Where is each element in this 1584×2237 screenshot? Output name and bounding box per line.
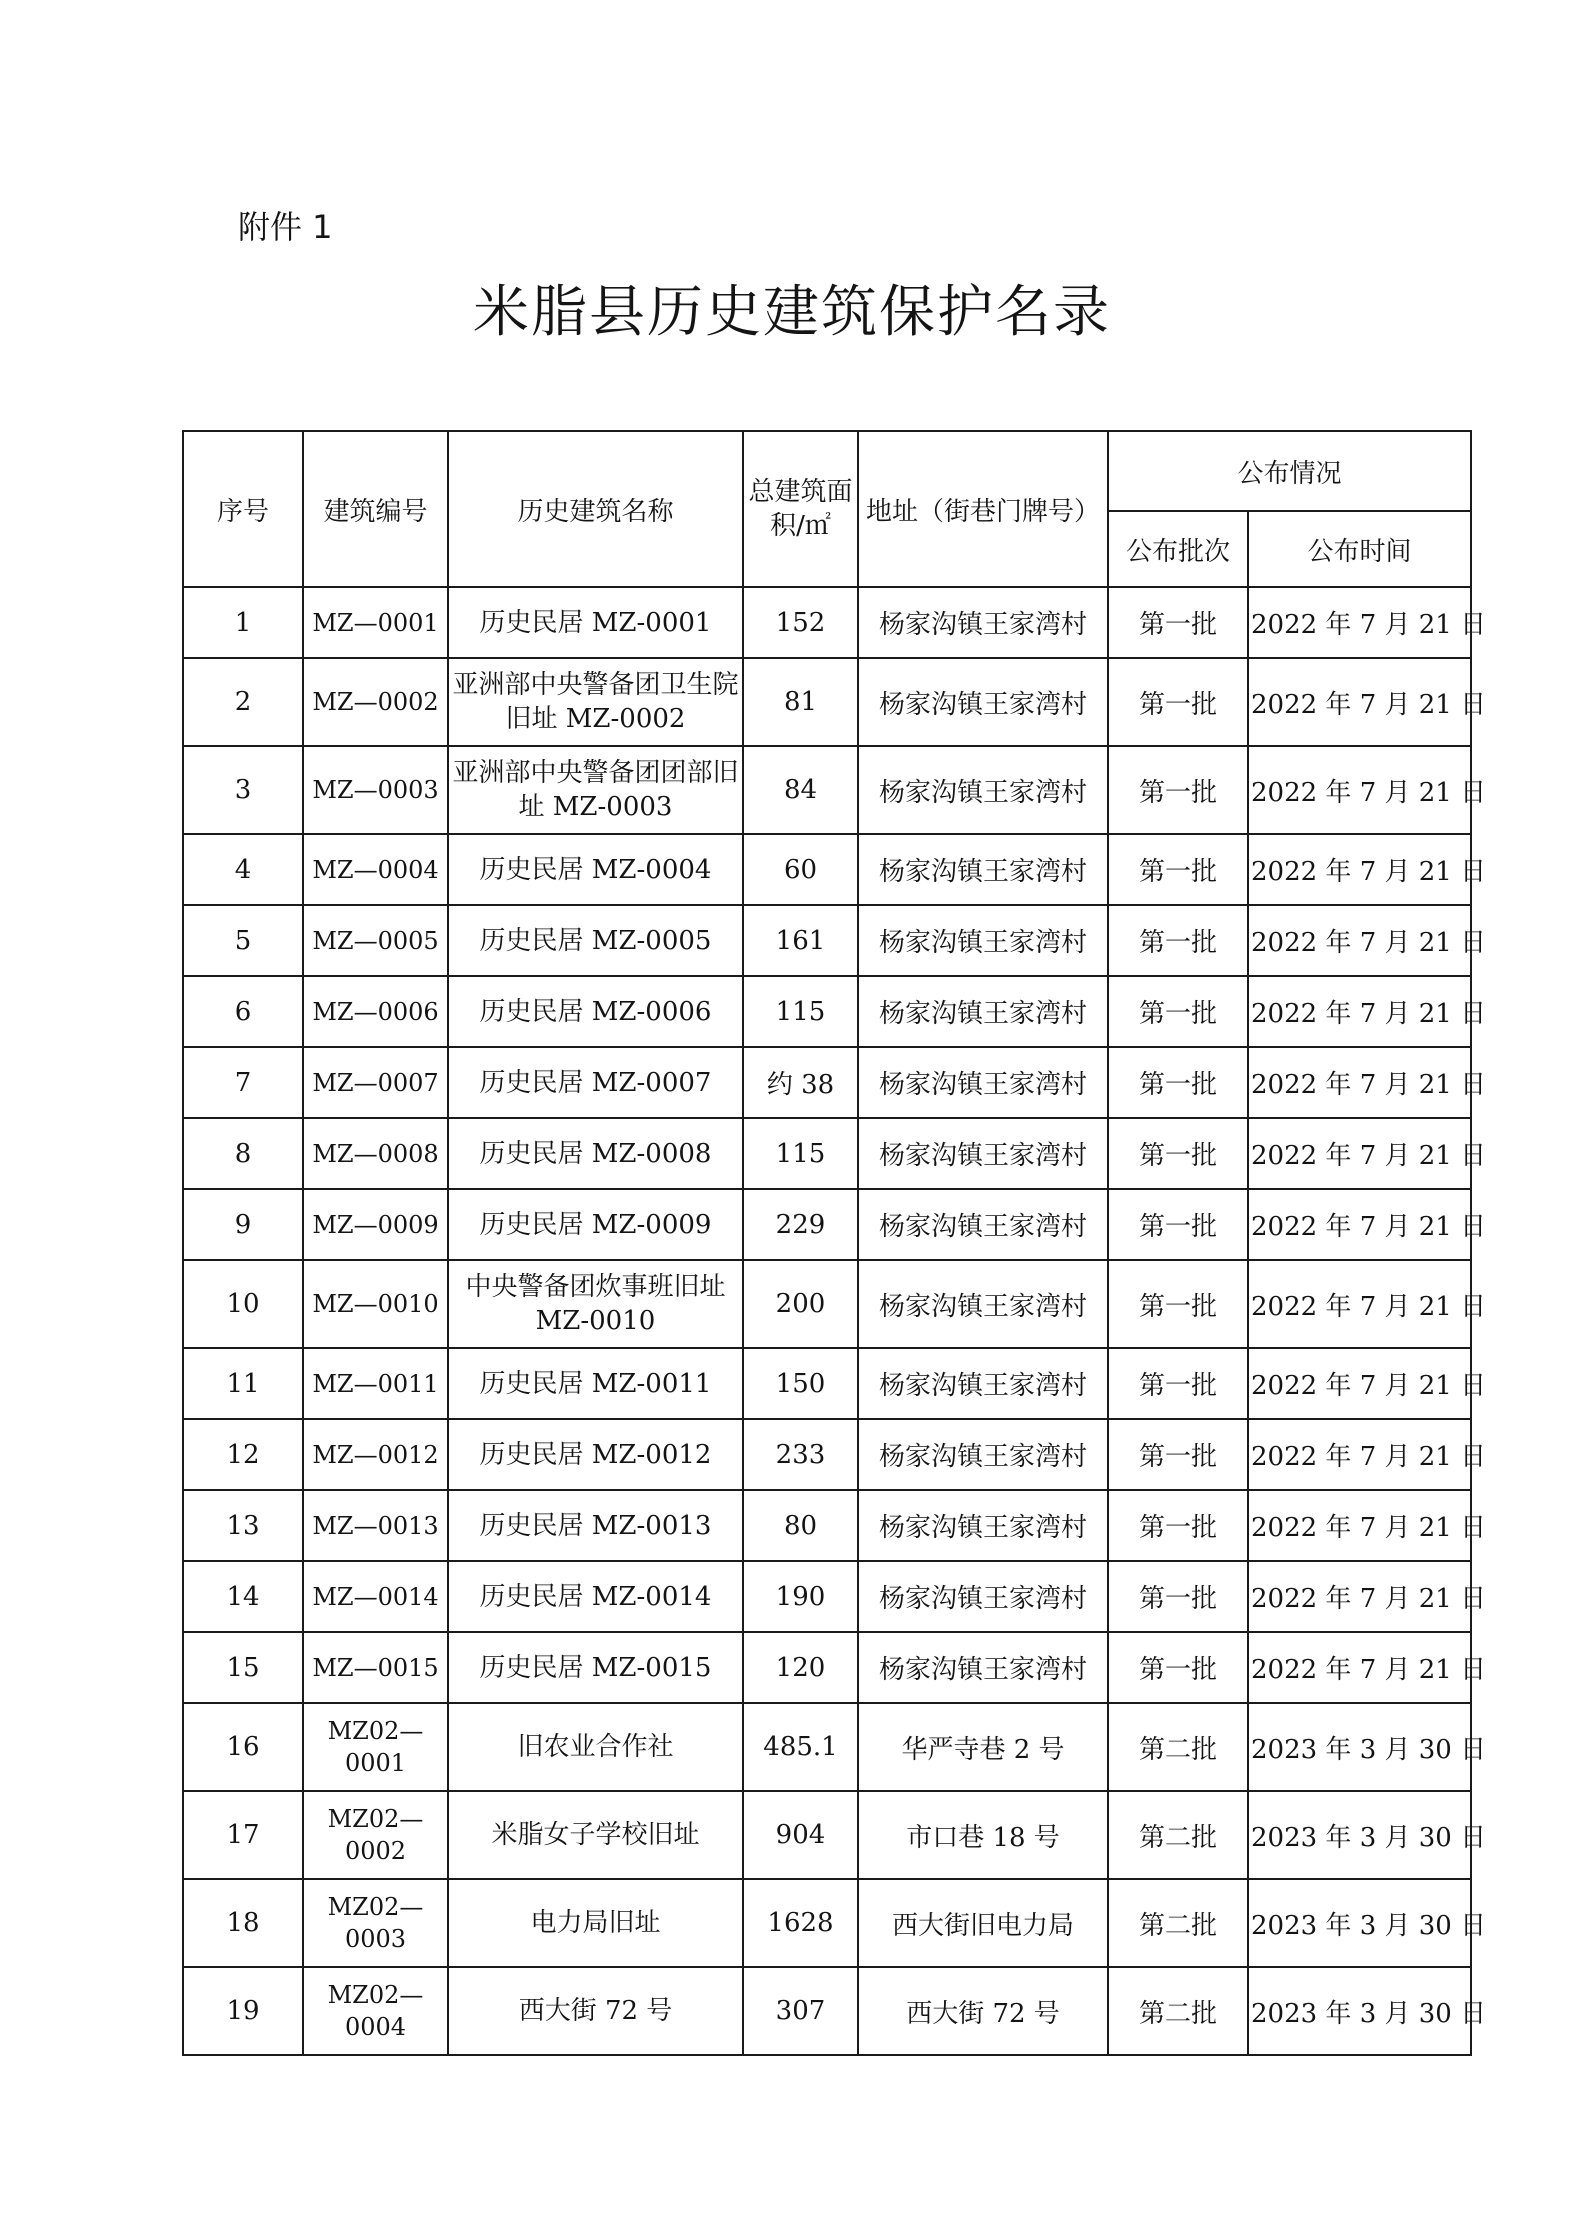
row-name: 历史民居 MZ-0012 (448, 1419, 743, 1490)
row-area: 84 (743, 746, 858, 834)
row-batch: 第一批 (1108, 587, 1248, 658)
row-name: 中央警备团炊事班旧址 MZ-0010 (448, 1260, 743, 1348)
table-row (183, 1632, 1471, 1703)
row-batch: 第一批 (1108, 1561, 1248, 1632)
row-code: MZ—0007 (303, 1047, 448, 1118)
row-code: MZ—0015 (303, 1632, 448, 1703)
row-seq: 3 (183, 746, 303, 834)
row-seq: 16 (183, 1703, 303, 1791)
row-batch: 第二批 (1108, 1879, 1248, 1967)
row-seq: 18 (183, 1879, 303, 1967)
table-row (183, 587, 1471, 658)
row-code: MZ—0005 (303, 905, 448, 976)
row-code: MZ—0010 (303, 1260, 448, 1348)
header-address: 地址（街巷门牌号） (858, 431, 1108, 587)
row-name: 历史民居 MZ-0015 (448, 1632, 743, 1703)
row-date: 2022 年 7 月 21 日 (1248, 746, 1471, 834)
row-area: 1628 (743, 1879, 858, 1967)
row-batch: 第一批 (1108, 746, 1248, 834)
table-row (183, 1189, 1471, 1260)
row-batch: 第一批 (1108, 1047, 1248, 1118)
row-date: 2022 年 7 月 21 日 (1248, 1189, 1471, 1260)
row-code: MZ—0002 (303, 658, 448, 746)
row-address: 杨家沟镇王家湾村 (858, 1118, 1108, 1189)
row-area: 229 (743, 1189, 858, 1260)
row-seq: 1 (183, 587, 303, 658)
row-area: 307 (743, 1967, 858, 2055)
table-row (183, 976, 1471, 1047)
row-name: 亚洲部中央警备团卫生院旧址 MZ-0002 (448, 658, 743, 746)
row-address: 杨家沟镇王家湾村 (858, 1047, 1108, 1118)
row-address: 杨家沟镇王家湾村 (858, 1490, 1108, 1561)
row-date: 2022 年 7 月 21 日 (1248, 1118, 1471, 1189)
row-code: MZ—0013 (303, 1490, 448, 1561)
row-area: 161 (743, 905, 858, 976)
row-batch: 第一批 (1108, 1632, 1248, 1703)
row-date: 2022 年 7 月 21 日 (1248, 1490, 1471, 1561)
row-address: 市口巷 18 号 (858, 1791, 1108, 1879)
row-date: 2023 年 3 月 30 日 (1248, 1703, 1471, 1791)
table-row (183, 1260, 1471, 1348)
row-date: 2022 年 7 月 21 日 (1248, 1561, 1471, 1632)
row-address: 西大街 72 号 (858, 1967, 1108, 2055)
row-name: 历史民居 MZ-0001 (448, 587, 743, 658)
header-publish: 公布情况 (1108, 431, 1471, 511)
heritage-register-table (182, 430, 1487, 2056)
row-name: 亚洲部中央警备团团部旧址 MZ-0003 (448, 746, 743, 834)
row-address: 杨家沟镇王家湾村 (858, 587, 1108, 658)
row-name: 历史民居 MZ-0007 (448, 1047, 743, 1118)
row-seq: 15 (183, 1632, 303, 1703)
row-code: MZ—0001 (303, 587, 448, 658)
row-code: MZ—0012 (303, 1419, 448, 1490)
row-name: 历史民居 MZ-0008 (448, 1118, 743, 1189)
header-seq: 序号 (183, 431, 303, 587)
table-row (183, 1879, 1471, 1967)
row-address: 杨家沟镇王家湾村 (858, 1189, 1108, 1260)
row-batch: 第一批 (1108, 1189, 1248, 1260)
row-seq: 12 (183, 1419, 303, 1490)
row-batch: 第二批 (1108, 1703, 1248, 1791)
row-date: 2023 年 3 月 30 日 (1248, 1879, 1471, 1967)
row-batch: 第一批 (1108, 834, 1248, 905)
row-code: MZ—0009 (303, 1189, 448, 1260)
row-seq: 5 (183, 905, 303, 976)
row-name: 历史民居 MZ-0004 (448, 834, 743, 905)
table-row (183, 1967, 1471, 2055)
row-batch: 第一批 (1108, 1490, 1248, 1561)
header-batch: 公布批次 (1108, 511, 1248, 587)
row-batch: 第二批 (1108, 1791, 1248, 1879)
row-code: MZ02—0003 (303, 1879, 448, 1967)
row-area: 120 (743, 1632, 858, 1703)
row-code: MZ02—0001 (303, 1703, 448, 1791)
row-seq: 14 (183, 1561, 303, 1632)
row-name: 历史民居 MZ-0011 (448, 1348, 743, 1419)
table-row (183, 1419, 1471, 1490)
row-code: MZ02—0004 (303, 1967, 448, 2055)
row-seq: 2 (183, 658, 303, 746)
row-area: 152 (743, 587, 858, 658)
row-date: 2022 年 7 月 21 日 (1248, 1419, 1471, 1490)
row-address: 杨家沟镇王家湾村 (858, 1561, 1108, 1632)
row-name: 旧农业合作社 (448, 1703, 743, 1791)
row-address: 杨家沟镇王家湾村 (858, 746, 1108, 834)
row-date: 2023 年 3 月 30 日 (1248, 1967, 1471, 2055)
row-name: 历史民居 MZ-0013 (448, 1490, 743, 1561)
row-address: 杨家沟镇王家湾村 (858, 905, 1108, 976)
row-code: MZ—0004 (303, 834, 448, 905)
row-code: MZ—0003 (303, 746, 448, 834)
row-seq: 7 (183, 1047, 303, 1118)
row-batch: 第一批 (1108, 658, 1248, 746)
header-date: 公布时间 (1248, 511, 1471, 587)
table-row (183, 1118, 1471, 1189)
table-row (183, 658, 1471, 746)
table-row (183, 905, 1471, 976)
row-seq: 9 (183, 1189, 303, 1260)
row-batch: 第二批 (1108, 1967, 1248, 2055)
row-seq: 10 (183, 1260, 303, 1348)
row-seq: 13 (183, 1490, 303, 1561)
row-name: 历史民居 MZ-0006 (448, 976, 743, 1047)
row-seq: 17 (183, 1791, 303, 1879)
row-batch: 第一批 (1108, 1260, 1248, 1348)
row-date: 2022 年 7 月 21 日 (1248, 905, 1471, 976)
table-row (183, 1348, 1471, 1419)
attachment-label: 附件 1 (238, 208, 333, 246)
row-date: 2022 年 7 月 21 日 (1248, 1348, 1471, 1419)
row-seq: 8 (183, 1118, 303, 1189)
row-date: 2023 年 3 月 30 日 (1248, 1791, 1471, 1879)
row-area: 80 (743, 1490, 858, 1561)
row-area: 233 (743, 1419, 858, 1490)
row-address: 华严寺巷 2 号 (858, 1703, 1108, 1791)
row-name: 电力局旧址 (448, 1879, 743, 1967)
table-row (183, 1561, 1471, 1632)
row-name: 历史民居 MZ-0009 (448, 1189, 743, 1260)
row-date: 2022 年 7 月 21 日 (1248, 658, 1471, 746)
page-title: 米脂县历史建筑保护名录 (473, 280, 1111, 345)
row-seq: 6 (183, 976, 303, 1047)
table-row (183, 834, 1471, 905)
row-address: 杨家沟镇王家湾村 (858, 1348, 1108, 1419)
row-address: 杨家沟镇王家湾村 (858, 834, 1108, 905)
row-date: 2022 年 7 月 21 日 (1248, 587, 1471, 658)
row-date: 2022 年 7 月 21 日 (1248, 1260, 1471, 1348)
row-address: 杨家沟镇王家湾村 (858, 1419, 1108, 1490)
header-area: 总建筑面积/㎡ (743, 431, 858, 587)
row-name: 历史民居 MZ-0005 (448, 905, 743, 976)
table-row (183, 1791, 1471, 1879)
row-name: 西大街 72 号 (448, 1967, 743, 2055)
table-row (183, 746, 1471, 834)
row-seq: 19 (183, 1967, 303, 2055)
row-area: 115 (743, 976, 858, 1047)
row-seq: 4 (183, 834, 303, 905)
row-date: 2022 年 7 月 21 日 (1248, 834, 1471, 905)
row-date: 2022 年 7 月 21 日 (1248, 1047, 1471, 1118)
row-code: MZ—0006 (303, 976, 448, 1047)
row-address: 杨家沟镇王家湾村 (858, 1632, 1108, 1703)
header-code: 建筑编号 (303, 431, 448, 587)
row-area: 190 (743, 1561, 858, 1632)
row-batch: 第一批 (1108, 976, 1248, 1047)
row-area: 150 (743, 1348, 858, 1419)
row-area: 485.1 (743, 1703, 858, 1791)
row-batch: 第一批 (1108, 1419, 1248, 1490)
row-name: 米脂女子学校旧址 (448, 1791, 743, 1879)
row-address: 杨家沟镇王家湾村 (858, 658, 1108, 746)
row-batch: 第一批 (1108, 905, 1248, 976)
row-name: 历史民居 MZ-0014 (448, 1561, 743, 1632)
row-area: 115 (743, 1118, 858, 1189)
row-date: 2022 年 7 月 21 日 (1248, 1632, 1471, 1703)
header-name: 历史建筑名称 (448, 431, 743, 587)
row-area: 60 (743, 834, 858, 905)
table-body (183, 587, 1487, 2055)
row-seq: 11 (183, 1348, 303, 1419)
row-batch: 第一批 (1108, 1348, 1248, 1419)
row-date: 2022 年 7 月 21 日 (1248, 976, 1471, 1047)
row-area: 904 (743, 1791, 858, 1879)
table-row (183, 1703, 1471, 1791)
table-row (183, 1490, 1471, 1561)
row-code: MZ—0014 (303, 1561, 448, 1632)
row-address: 杨家沟镇王家湾村 (858, 1260, 1108, 1348)
row-address: 西大街旧电力局 (858, 1879, 1108, 1967)
row-area: 200 (743, 1260, 858, 1348)
table-row (183, 1047, 1471, 1118)
row-address: 杨家沟镇王家湾村 (858, 976, 1108, 1047)
row-batch: 第一批 (1108, 1118, 1248, 1189)
row-code: MZ—0011 (303, 1348, 448, 1419)
row-code: MZ02—0002 (303, 1791, 448, 1879)
row-area: 约 38 (743, 1047, 858, 1118)
row-code: MZ—0008 (303, 1118, 448, 1189)
row-area: 81 (743, 658, 858, 746)
